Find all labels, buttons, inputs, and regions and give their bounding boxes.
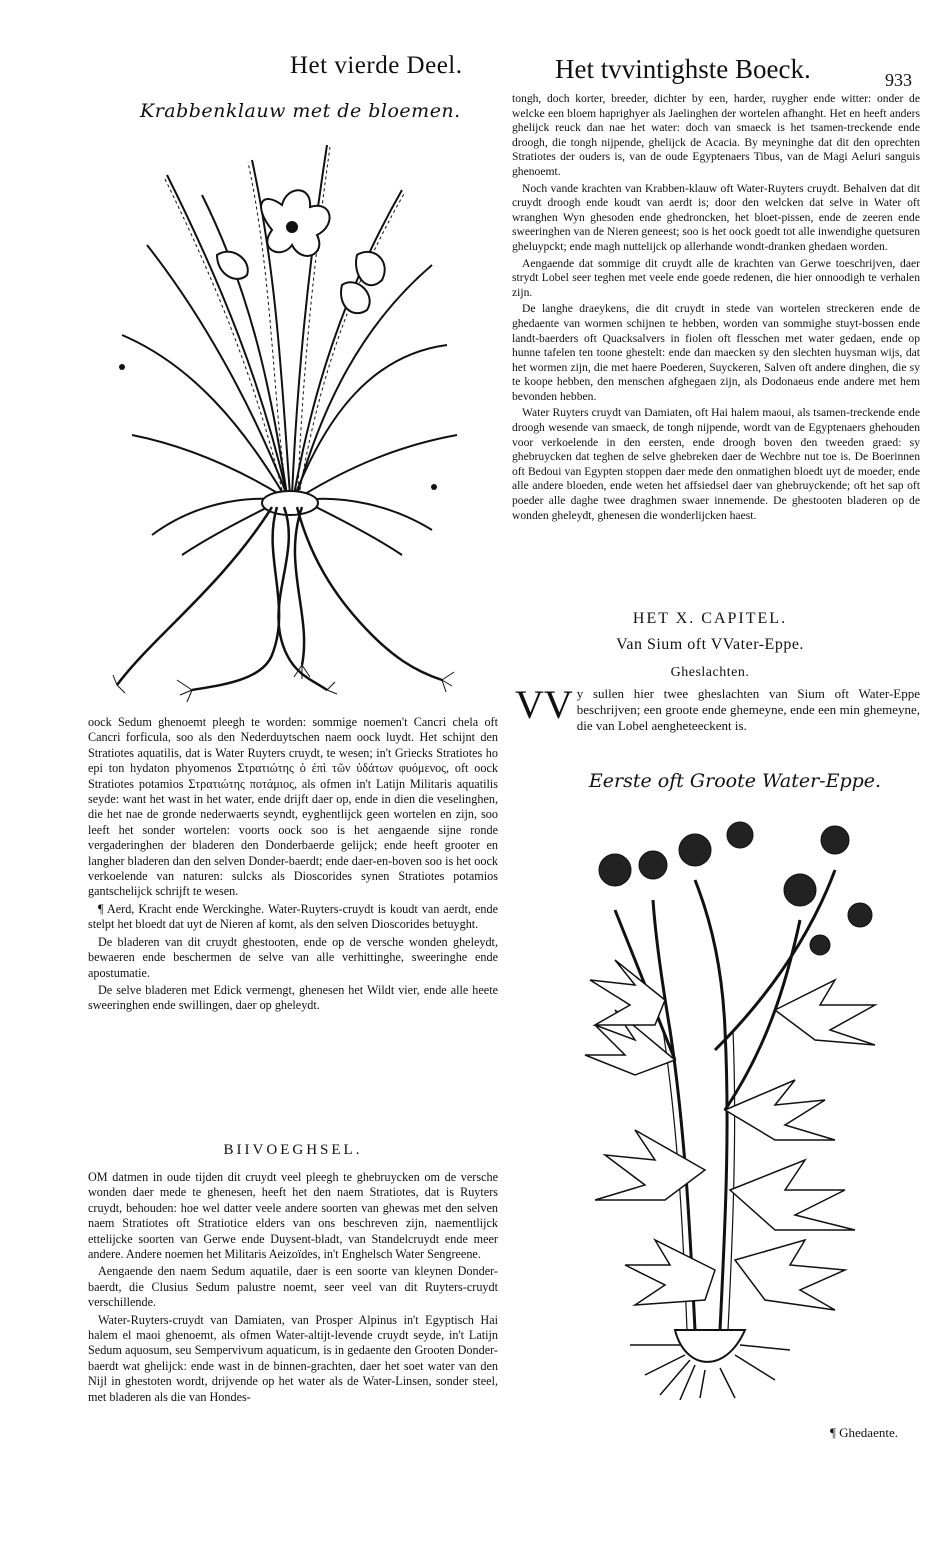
running-head-right: Het tvvintighste Boeck. [555,54,811,84]
right-column-body [512,92,920,525]
right-paragraph: Water Ruyters cruydt van Damiaten, oft Hai halem maoui, als tsamen-treckende ende droogh wesende van smaeck, de tongh nijpende, wordt van de Egyptenaers ghehouden voor verkoelende in den eersten, ende droogh boven den tweeden graed: sy ghebruycken dat teghen de selve ghebreken daer de Wechbre nut toe is. De Boerinnen oft Bedoui van Egypten stoppen daer mede den onmatighen bloedt uyt de moeder, ende alle andere bloeden, ende weten het affsiedsel daer van ghebruyckende; oft het sap oft poeder alle daghe twee draghmen swaer innemende. De ghestooten bladeren op de wonden gheleydt, ghenesen die wonderlijcken haest. [512,406,920,522]
right-paragraph: Aengaende dat sommige dit cruydt alle de krachten van Gerwe toeschrijven, daer strydt Lobel seer teghen met veele ende goede redenen, die hier onnoodigh te verhalen zijn. [512,256,920,299]
water-eppe-woodcut-illustration [575,810,905,1400]
left-column-body [88,715,498,1016]
right-paragraph: tongh, doch korter, breeder, dichter by een, harder, ruygher ende witter: onder de welcke een bloem haprighyer als Jaelinghen der wortelen afhanght. Het en heeft anders ghelijck reuck dan nae het water: doch van smaeck is het tsamen-treckende ende droogh, die tongh nijpende, ghelijck de Acacia. By meyninghe dat dit den oprechten Stratiotes der ouders is, van de oude Egyptenaers Tibus, van de Magi Aeluri sanguis ghenoemt. [512,92,920,178]
chapter-title: Van Sium oft VVater-Eppe. [616,636,804,653]
right-paragraph: Noch vande krachten van Krabben-klauw oft Water-Ruyters cruydt. Behalven dat dit cruydt droogh ende koudt van aerdt is; door den welcken dat selve in Water oft wranghen Wyn ghesoden ende ghedroncken, het bloet-pissen, ende de zeeren ende sweeringhen van de Nieren geneest; soo is het oock goedt tot alle inwendighe quetsuren gheluypckt; ende magh nuttelijck op allerhande wondt-dranken ghedaen worden. [512,181,920,253]
left-paragraph: oock Sedum ghenoemt pleegh te worden: sommige noemen't Cancri chela oft Cancri forficula, soo als den Nederduytschen naem oock luydt. Het schijnt den Stratiotes aquatilis, dat is Water Ruyters cruydt, te wesen; in't Griecks Stratiotes ho epi ton hydaton phyomenos Στρατιώτης ὁ ἐπὶ τῶν ὑδάτων φυόμενος, oft oock Stratiotes potamios Στρατιώτης ποτάμιος, als ofmen in't Latijn Militaris aquatilis seyde: want het wast in het water, ende drijft daer op, ende in dien die veselinghen, die het nae de gronde nederwaerts seyndt, eyghentlijck geen wortelen en zijn, soo leeft het sonder wortelen: voorts oock soo is het aengaende sijne ronde vergaderinghen der bladeren den Donderbaerde gelijck; ende heeft grooter en langher bladeren dan den selven Donder-baerdt; ende daer-en-boven soo is het oock verkoelende van naturen: sulcks als Dioscorides synen Stratiotes potamios gantschelijck schrijft te wesen. [88,715,498,899]
page-number: 933 [885,70,912,90]
catchword: ¶ Ghedaente. [830,1425,898,1440]
dropcap-initial: VV [515,682,573,727]
left-paragraph: ¶ Aerd, Kracht ende Werckinghe. Water-Ruyters-cruydt is koudt van aerdt, ende stelpt het bloedt dat uyt de Nieren af komt, als den selven Dioscorides betuyght. [88,901,498,932]
chapter-label: HET X. CAPITEL. [632,610,788,627]
left-paragraph: De selve bladeren met Edick vermengt, ghenesen het Wildt vier, ende alle heete sweeringhen ende swillingen, daer op gheleydt. [88,982,498,1013]
bijvoeghsel-paragraph: Aengaende den naem Sedum aquatile, daer is een soorte van kleynen Donder-baerdt, die Clusius Sedum palustre noemt, seer veel van dit Ruyters-cruydt verschillende. [88,1264,498,1310]
figure-title-krabbenklauw: Krabbenklauw met de bloemen. [140,100,461,122]
bijvoeghsel-paragraph: OM datmen in oude tijden dit cruydt veel pleegh te ghebruycken om de versche wonden daer mede te ghenesen, heeft het den naem Stratiotes, dat is Ruyters cruydt, behouden: hoe wel datter veele andere soorten van ghewas met den selven naem Stratiotes oft Stratiotice elders van ons beschreven zijn, naementlijck ettelijcke soorten van Gerwe ende Duysent-bladt, van Standelcruydt ende meer andere. Andere noemen het Militaris Aeizoïdes, in't Enghelsch Water Sengreene. [88,1170,498,1262]
chapter-intro-text: y sullen hier twee gheslachten van Sium oft Water-Eppe beschrijven; een groote ende ghemeyne, ende een min ghemeyne, die van Lobel aengheteeckent is. [576,686,920,733]
krabbenklauw-woodcut-illustration [112,135,467,705]
bijvoeghsel-body [88,1170,498,1407]
chapter-intro [515,682,920,734]
right-paragraph: De langhe draeykens, die dit cruydt in stede van wortelen streckeren ende de ghedaente van wormen schijnen te hebben, worden van sommighe stuyt-bossen ende landt-baerders oft Quacksalvers in fiolen oft flesschen met water gedaen, ende op hunne tafelen ten toone ghestelt: ende dan maecken sy den slechten huysman wijs, dat het wormen zijn, die met haere Poederen, Suyckeren, Salven oft andere dinghen, die sy te koope hebben, den menschen afghegaen zijn, als Dodonaeus ende andere met hem bevonden hebben. [512,302,920,403]
subsection-gheslachten: Gheslachten. [670,665,750,680]
running-head-left: Het vierde Deel. [290,52,463,79]
section-heading-bijvoeghsel: BIIVOEGHSEL. [223,1142,363,1158]
bijvoeghsel-paragraph: Water-Ruyters-cruydt van Damiaten, van Prosper Alpinus in't Egyptisch Hai halem el maoi ghenoemt, als ofmen Water-altijt-levende cruydt seyde, in't Latijn Sedum aquosum, seu Sempervivum aquaticum, is in gedaente den Grooten Donder-baerdt wat ghelijck: ende wast in de binnen-grachten, daer het soet water van den Nijl in ghestoten wordt, drijvende op het water als de Water-Linsen, sonder steel, met bladeren als die van Hondes- [88,1312,498,1404]
left-paragraph: De bladeren van dit cruydt ghestooten, ende op de versche wonden gheleydt, bewaeren ende beschermen de selve van alle verhittinghe, sweeringhe ende apostumatie. [88,934,498,980]
figure-title-water-eppe: Eerste oft Groote Water-Eppe. [588,770,882,792]
